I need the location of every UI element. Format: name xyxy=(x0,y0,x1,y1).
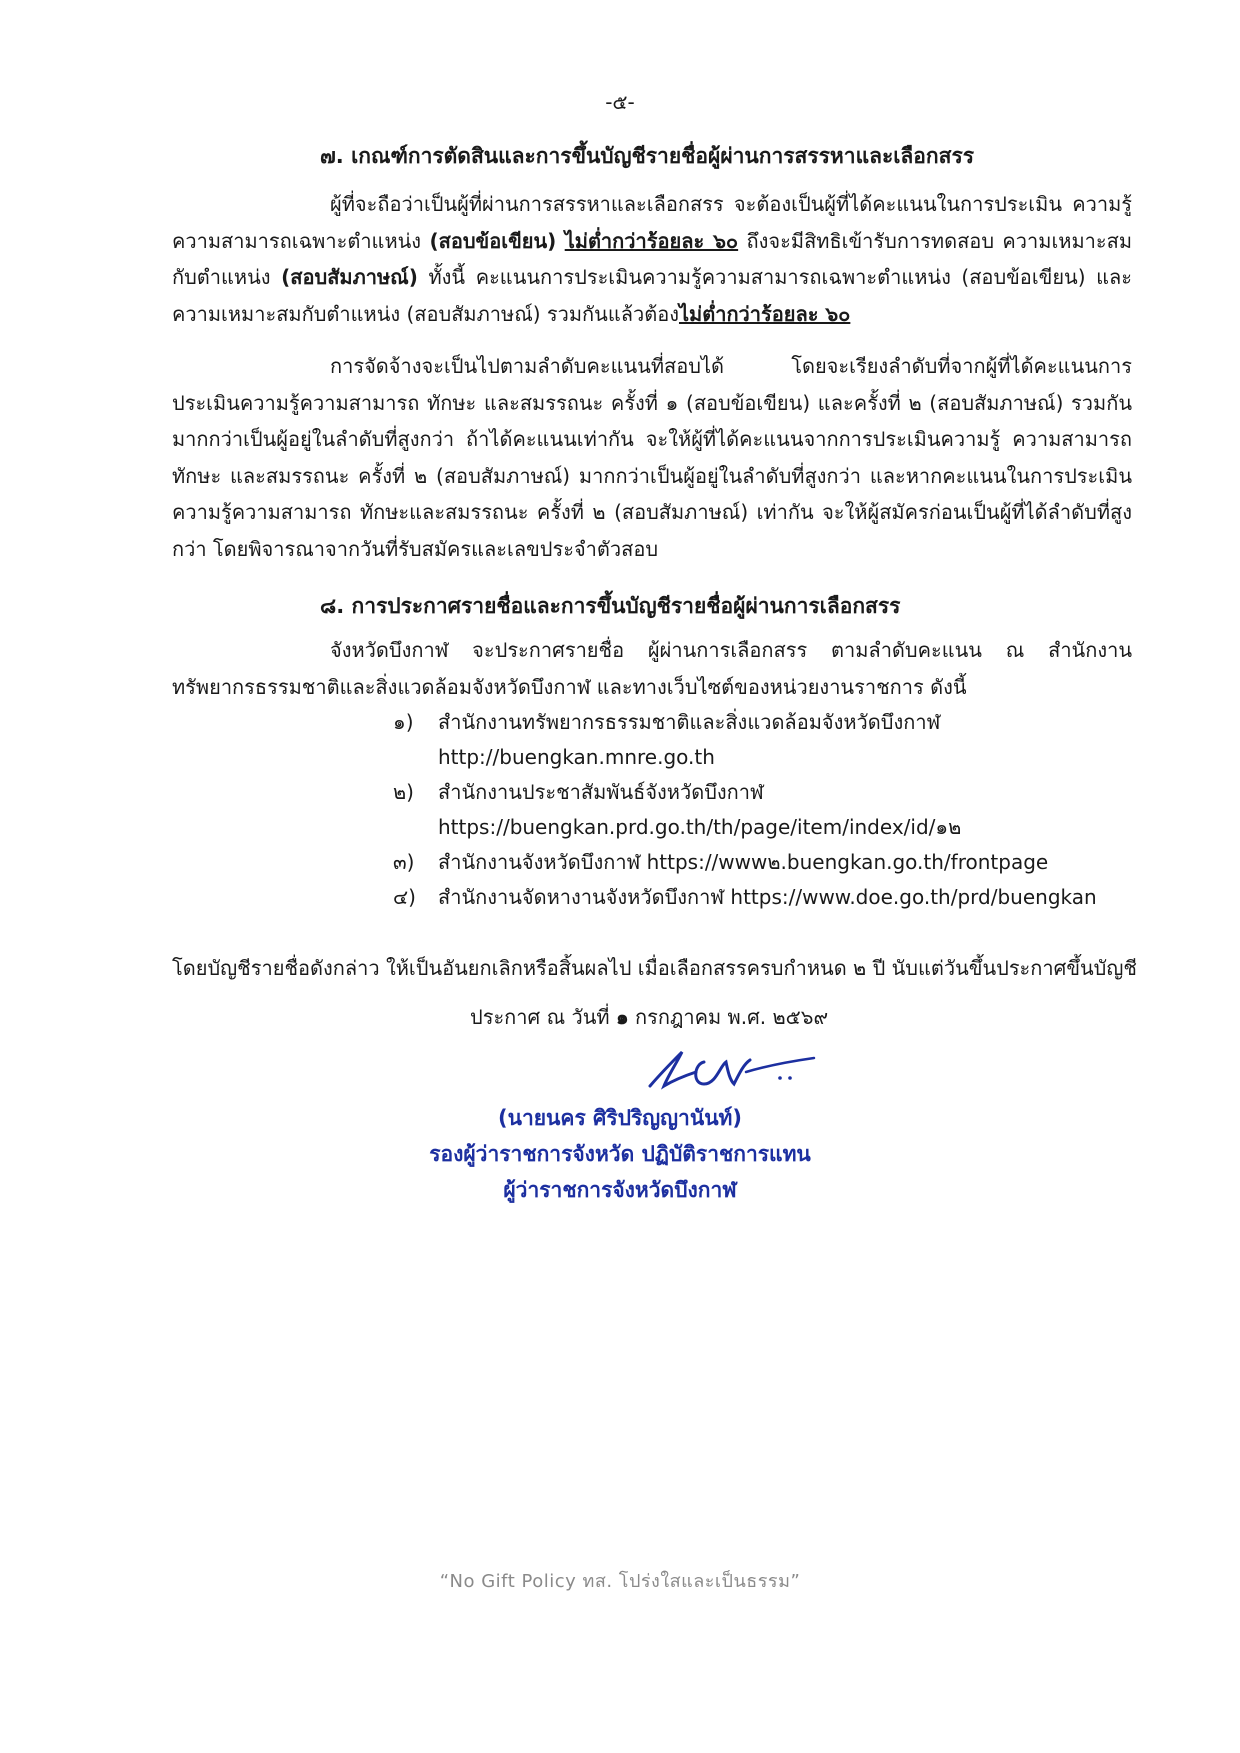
list-item xyxy=(393,705,1097,740)
date-month-year: กรกฎาคม พ.ศ. ๒๕๖๙ xyxy=(635,1005,829,1029)
s7-text-a: ผู้ที่จะถือว่าเป็นผู้ที่ผ่านการสรรหาและเลือกสรร จะต้องเป็นผู้ที่ได้คะแนนในการประเมิน ความรู้ความสามารถเฉพาะตำแหน่ง xyxy=(172,192,1132,253)
agency-name: สำนักงานจังหวัดบึงกาฬ https://www๒.buengkan.go.th/frontpage xyxy=(438,850,1049,874)
s7-ranking-text: การจัดจ้างจะเป็นไปตามลำดับคะแนนที่สอบได้ โดยจะเรียงลำดับที่จากผู้ที่ได้คะแนนการ ประเมินความรู้ความสามารถ ทักษะ และสมรรถนะ ครั้งที่ ๑ (สอบข้อเขียน) และครั้งที่ ๒ (สอบสัมภาษณ์) รวมกันมากกว่าเป็นผู้อยู่ในลำดับที่สูงกว่า ถ้าได้คะแนนเท่ากัน จะให้ผู้ที่ได้คะแนนจากการประเมินความรู้ ความสามารถ ทักษะ และสมรรถนะ ครั้งที่ ๒ (สอบสัมภาษณ์) มากกว่าเป็นผู้อยู่ในลำดับที่สูงกว่า และหากคะแนนในการประเมินความรู้ความสามารถ ทักษะและสมรรถนะ ครั้งที่ ๒ (สอบสัมภาษณ์) เท่ากัน จะให้ผู้สมัครก่อนเป็นผู้ที่ได้ลำดับที่สูงกว่า โดยพิจารณาจากวันที่รับสมัครและเลขประจำตัวสอบ xyxy=(172,354,1132,561)
date-prefix: ประกาศ ณ วันที่ xyxy=(470,1005,610,1029)
section-7-paragraph-2 xyxy=(172,348,1132,567)
page-number: -๕- xyxy=(605,90,635,114)
list-item xyxy=(393,775,1097,810)
section-8-intro xyxy=(172,632,1132,705)
list-number: ๔) xyxy=(393,885,416,909)
list-number: ๓) xyxy=(393,850,415,874)
agency-list xyxy=(393,705,1097,915)
list-number: ๑) xyxy=(393,710,414,734)
closing-statement: โดยบัญชีรายชื่อดังกล่าว ให้เป็นอันยกเลิกหรือสิ้นผลไป เมื่อเลือกสรรครบกำหนด ๒ ปี นับแต่วันขึ้นประกาศขึ้นบัญชี xyxy=(172,956,1137,980)
signer-name: (นายนคร ศิริปริญญานันท์) xyxy=(498,1106,742,1130)
signer-title-1: รองผู้ว่าราชการจังหวัด ปฏิบัติราชการแทน xyxy=(429,1142,811,1166)
s7-threshold-2: ไม่ต่ำกว่าร้อยละ ๖๐ xyxy=(678,301,851,326)
s7-written-exam: (สอบข้อเขียน) xyxy=(429,228,557,253)
signer-title-2: ผู้ว่าราชการจังหวัดบึงกาฬ xyxy=(503,1178,737,1202)
date-day: ๑ xyxy=(615,1005,629,1029)
agency-name: สำนักงานทรัพยากรธรรมชาติและสิ่งแวดล้อมจังหวัดบึงกาฬ xyxy=(438,710,941,734)
section-7-paragraph-1 xyxy=(172,186,1132,332)
announcement-date xyxy=(470,1001,828,1033)
agency-url: https://buengkan.prd.go.th/th/page/item/index/id/๑๒ xyxy=(438,815,962,839)
section-7-heading: ๗. เกณฑ์การตัดสินและการขึ้นบัญชีรายชื่อผู้ผ่านการสรรหาและเลือกสรร xyxy=(320,144,975,168)
s7-text-f: ทั้งนี้ คะแนนการประเมินความรู้ความสามารถเฉพาะตำแหน่ง (สอบข้อเขียน) และความเหมาะสมกับตำแหน่ง (สอบสัมภาษณ์) รวมกันแล้วต้อง xyxy=(172,265,1132,326)
agency-url: http://buengkan.mnre.go.th xyxy=(438,745,715,769)
handwritten-signature xyxy=(630,1042,830,1098)
list-item xyxy=(393,845,1097,880)
s7-threshold-1: ไม่ต่ำกว่าร้อยละ ๖๐ xyxy=(564,228,739,253)
agency-name: สำนักงานประชาสัมพันธ์จังหวัดบึงกาฬ xyxy=(438,780,764,804)
s7-text-d: ถึงจะมีสิทธิเข้ารับการทดสอบ ความเหมาะสมกับตำแหน่ง xyxy=(172,228,1133,289)
agency-name: สำนักงานจัดหางานจังหวัดบึงกาฬ https://www.doe.go.th/prd/buengkan xyxy=(438,885,1097,909)
list-item xyxy=(393,880,1097,915)
section-8-heading: ๘. การประกาศรายชื่อและการขึ้นบัญชีรายชื่อผู้ผ่านการเลือกสรร xyxy=(320,594,901,618)
footer-slogan: “No Gift Policy ทส. โปร่งใสและเป็นธรรม” xyxy=(439,1571,801,1592)
s8-intro-text: จังหวัดบึงกาฬ จะประกาศรายชื่อ ผู้ผ่านการเลือกสรร ตามลำดับคะแนน ณ สำนักงาน ทรัพยากรธรรมชาติและสิ่งแวดล้อมจังหวัดบึงกาฬ และทางเว็บไซต์ของหน่วยงานราชการ ดังนี้ xyxy=(172,638,1132,699)
s7-interview: (สอบสัมภาษณ์) xyxy=(281,265,418,289)
list-number: ๒) xyxy=(393,780,414,804)
